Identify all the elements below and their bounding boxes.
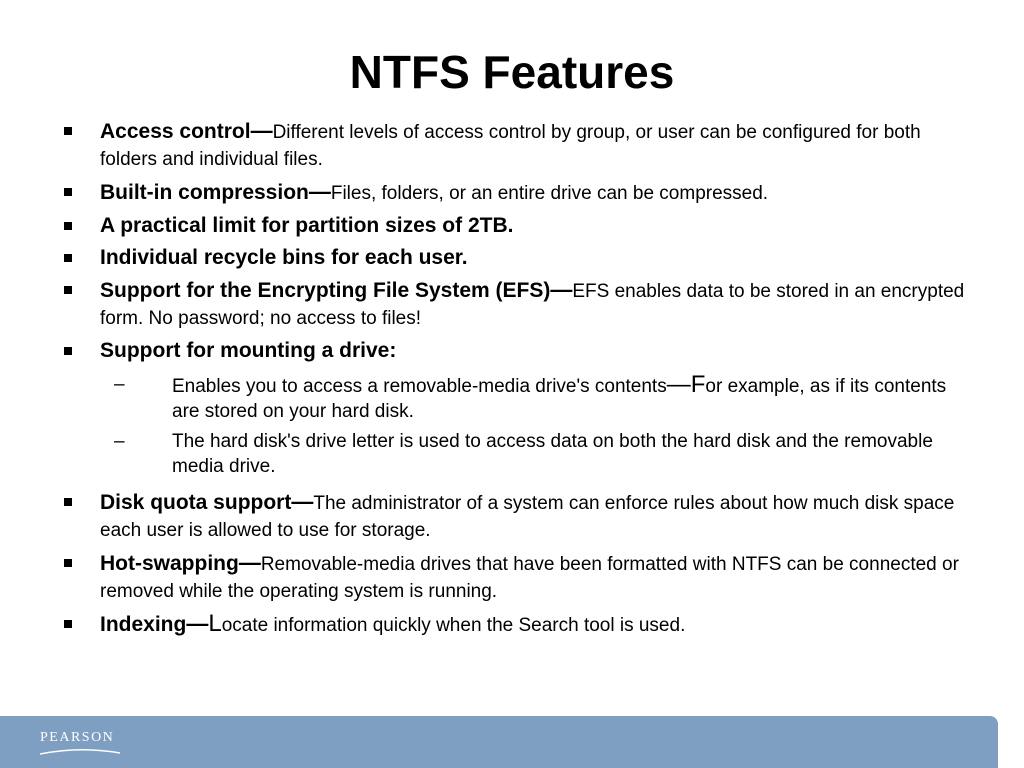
- em-dash: —: [291, 489, 314, 514]
- dash-bullet-icon: –: [114, 374, 125, 395]
- square-bullet-icon: [64, 286, 72, 294]
- bullet-heading: Hot-swapping: [100, 552, 239, 575]
- square-bullet-icon: [64, 222, 72, 230]
- logo-swoosh-icon: [40, 748, 120, 756]
- square-bullet-icon: [64, 620, 72, 628]
- bullet-description: The administrator of a system can enforce rules about how much disk space each user is allowed to use for storage.: [100, 493, 955, 541]
- square-bullet-icon: [64, 559, 72, 567]
- dash-bullet-icon: –: [114, 431, 125, 452]
- bullet-description: Files, folders, or an entire drive can be compressed.: [330, 183, 769, 204]
- square-bullet-icon: [64, 188, 72, 196]
- bullet-access-control: [62, 118, 967, 173]
- bullet-heading: Support for the Encrypting File System (EFS): [100, 279, 551, 302]
- bullet-heading: A practical limit for partition sizes of 2TB.: [100, 214, 514, 237]
- bullet-description: EFS enables data to be stored in an encrypted form. No password; no access to files!: [100, 281, 965, 329]
- square-bullet-icon: [64, 347, 72, 355]
- enlarged-letter: L: [208, 610, 222, 637]
- sub-bullet-text: or example, as if its contents are stored on your hard disk.: [172, 376, 947, 422]
- square-bullet-icon: [64, 127, 72, 135]
- em-dash: —: [238, 550, 261, 575]
- bullet-partition-limit: [62, 213, 967, 239]
- bullet-description: Different levels of access control by group, or user can be configured for both folders and individual files.: [100, 122, 921, 170]
- em-dash: —: [250, 118, 273, 143]
- bullet-heading: Built-in compression: [100, 181, 309, 204]
- sub-bullet-drive-letter: [62, 429, 967, 479]
- sub-bullet-text: Enables you to access a removable-media drive's contents: [172, 376, 667, 397]
- bullet-efs: [62, 277, 967, 332]
- bullet-list: [62, 118, 967, 645]
- bullet-built-in-compression: [62, 179, 967, 207]
- sub-bullet-text: The hard disk's drive letter is used to access data on both the hard disk and the removable media drive.: [172, 431, 933, 477]
- bullet-heading: Support for mounting a drive:: [100, 339, 397, 362]
- bullet-indexing: [62, 611, 967, 639]
- bullet-disk-quota: [62, 489, 967, 544]
- square-bullet-icon: [64, 498, 72, 506]
- em-dash: —: [308, 179, 331, 204]
- bullet-heading: Indexing: [100, 613, 187, 636]
- bullet-description: ocate information quickly when the Search tool is used.: [221, 615, 686, 636]
- em-dash: —: [550, 277, 573, 302]
- bullet-recycle-bins: [62, 245, 967, 271]
- enlarged-letter: F: [690, 371, 706, 398]
- bullet-heading: Individual recycle bins for each user.: [100, 246, 468, 269]
- bullet-mounting-drive: [62, 338, 967, 364]
- em-dash: —: [186, 611, 209, 636]
- sub-bullet-removable-access: [62, 372, 967, 424]
- bullet-heading: Disk quota support: [100, 491, 292, 514]
- bullet-description: Removable-media drives that have been formatted with NTFS can be connected or removed while the operating system is running.: [100, 554, 959, 602]
- bullet-hot-swapping: [62, 550, 967, 605]
- pearson-logo: PEARSON: [40, 730, 115, 745]
- slide-title: NTFS Features: [349, 46, 675, 98]
- square-bullet-icon: [64, 254, 72, 262]
- em-dash: —: [666, 371, 691, 398]
- footer-bar: [0, 716, 998, 768]
- bullet-heading: Access control: [100, 120, 251, 143]
